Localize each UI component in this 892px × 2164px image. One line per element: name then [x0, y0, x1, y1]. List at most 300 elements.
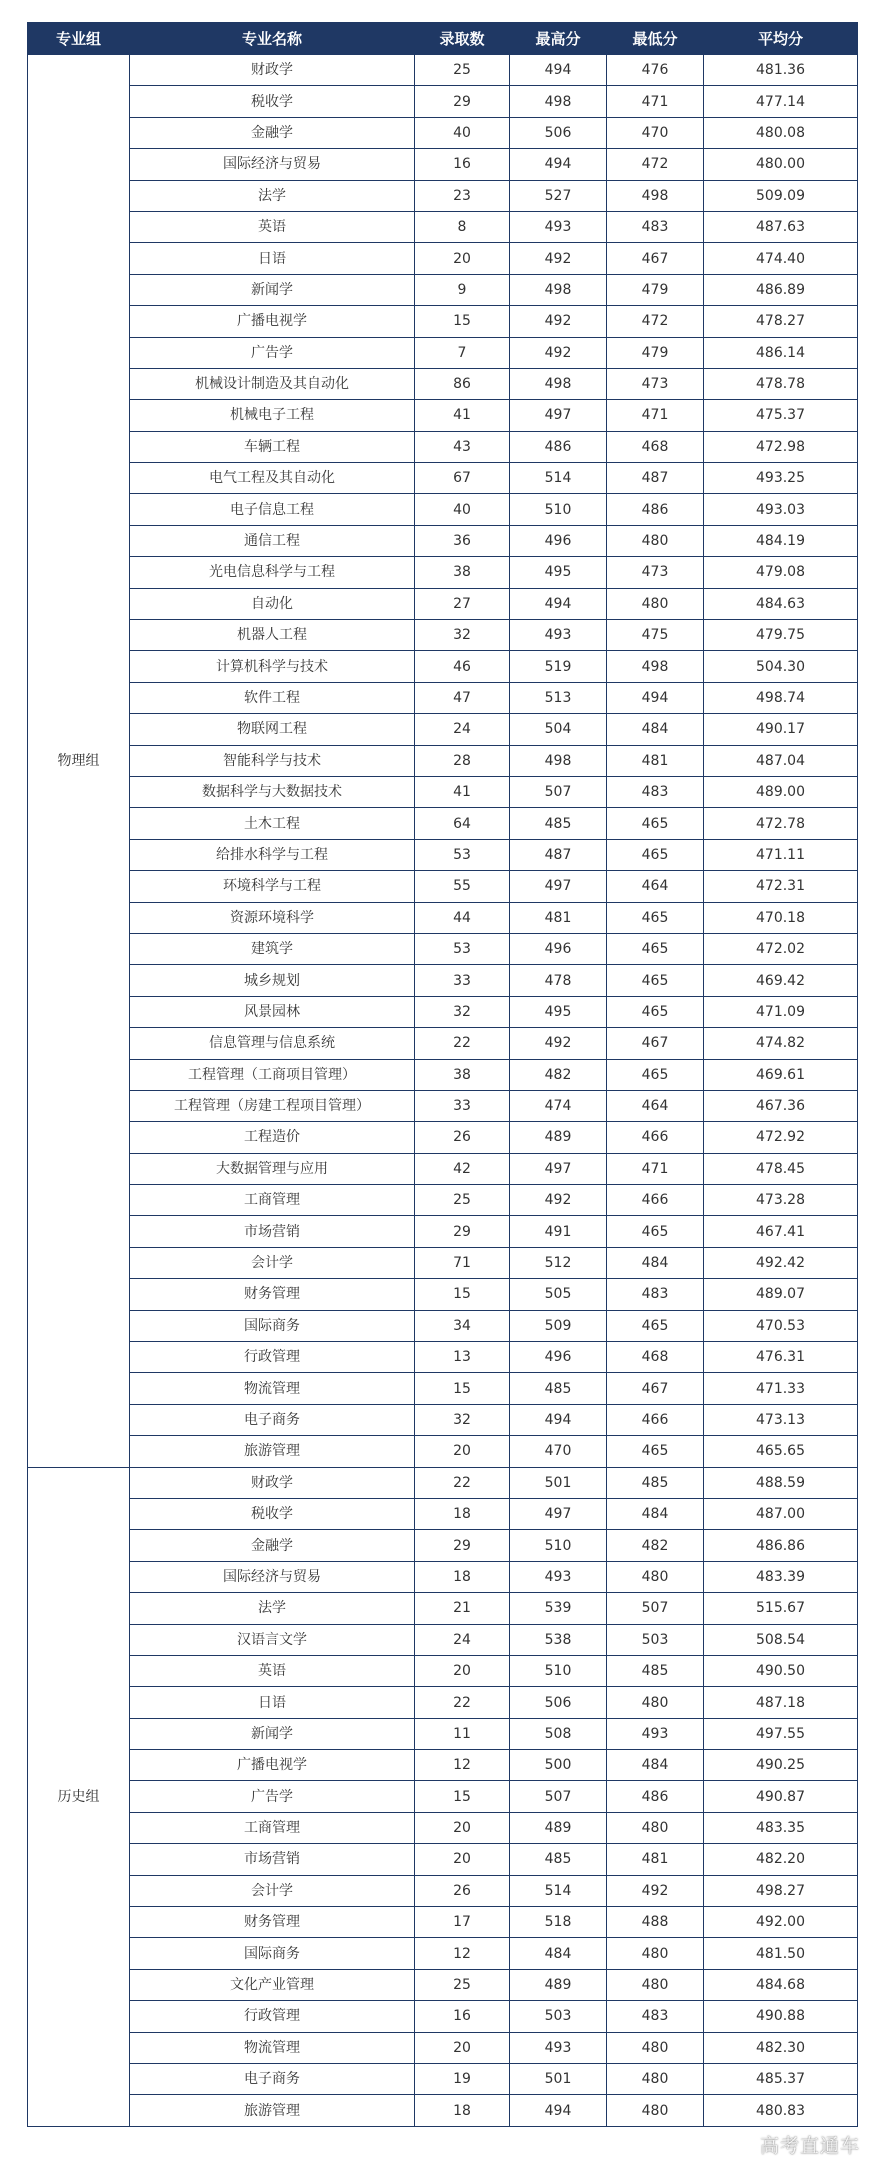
avg-score-cell: 498.74 — [704, 682, 858, 713]
major-name-cell: 工商管理 — [130, 1812, 415, 1843]
avg-score-cell: 504.30 — [704, 651, 858, 682]
min-score-cell: 473 — [607, 557, 704, 588]
admitted-count-cell: 36 — [415, 525, 510, 556]
table-row — [28, 1028, 858, 1059]
admitted-count-cell: 8 — [415, 211, 510, 242]
avg-score-cell: 465.65 — [704, 1436, 858, 1467]
major-name-cell: 会计学 — [130, 1875, 415, 1906]
major-name-cell: 财政学 — [130, 55, 415, 86]
admitted-count-cell: 27 — [415, 588, 510, 619]
admitted-count-cell: 19 — [415, 2064, 510, 2095]
min-score-cell: 470 — [607, 117, 704, 148]
admitted-count-cell: 22 — [415, 1687, 510, 1718]
table-row — [28, 2032, 858, 2063]
table-row — [28, 714, 858, 745]
table-row — [28, 525, 858, 556]
major-name-cell: 法学 — [130, 180, 415, 211]
admitted-count-cell: 32 — [415, 620, 510, 651]
max-score-cell: 485 — [510, 808, 607, 839]
avg-score-cell: 477.14 — [704, 86, 858, 117]
admitted-count-cell: 40 — [415, 117, 510, 148]
max-score-cell: 470 — [510, 1436, 607, 1467]
min-score-cell: 465 — [607, 808, 704, 839]
avg-score-cell: 471.11 — [704, 839, 858, 870]
avg-score-cell: 480.00 — [704, 149, 858, 180]
max-score-cell: 498 — [510, 274, 607, 305]
max-score-cell: 503 — [510, 2001, 607, 2032]
max-score-cell: 487 — [510, 839, 607, 870]
min-score-cell: 483 — [607, 1279, 704, 1310]
table-row — [28, 337, 858, 368]
table-row — [28, 86, 858, 117]
min-score-cell: 473 — [607, 368, 704, 399]
max-score-cell: 512 — [510, 1247, 607, 1278]
max-score-cell: 519 — [510, 651, 607, 682]
admitted-count-cell: 86 — [415, 368, 510, 399]
table-row — [28, 2001, 858, 2032]
major-name-cell: 资源环境科学 — [130, 902, 415, 933]
major-name-cell: 电子信息工程 — [130, 494, 415, 525]
major-name-cell: 工商管理 — [130, 1185, 415, 1216]
avg-score-cell: 469.61 — [704, 1059, 858, 1090]
major-name-cell: 机械设计制造及其自动化 — [130, 368, 415, 399]
admitted-count-cell: 26 — [415, 1875, 510, 1906]
watermark: 高考直通车 — [759, 2135, 860, 2157]
table-row — [28, 620, 858, 651]
admitted-count-cell: 32 — [415, 1404, 510, 1435]
major-name-cell: 机械电子工程 — [130, 400, 415, 431]
table-row — [28, 808, 858, 839]
table-row — [28, 494, 858, 525]
header-group: 专业组 — [28, 23, 130, 55]
max-score-cell: 507 — [510, 776, 607, 807]
max-score-cell: 497 — [510, 1498, 607, 1529]
admitted-count-cell: 43 — [415, 431, 510, 462]
avg-score-cell: 488.59 — [704, 1467, 858, 1498]
min-score-cell: 465 — [607, 1059, 704, 1090]
major-name-cell: 广播电视学 — [130, 306, 415, 337]
admitted-count-cell: 28 — [415, 745, 510, 776]
table-row — [28, 431, 858, 462]
table-row — [28, 1750, 858, 1781]
avg-score-cell: 498.27 — [704, 1875, 858, 1906]
table-row — [28, 965, 858, 996]
major-name-cell: 金融学 — [130, 117, 415, 148]
avg-score-cell: 483.39 — [704, 1561, 858, 1592]
avg-score-cell: 474.82 — [704, 1028, 858, 1059]
max-score-cell: 500 — [510, 1750, 607, 1781]
admitted-count-cell: 13 — [415, 1342, 510, 1373]
avg-score-cell: 482.20 — [704, 1844, 858, 1875]
admission-score-table — [27, 22, 858, 2127]
max-score-cell: 497 — [510, 871, 607, 902]
avg-score-cell: 508.54 — [704, 1624, 858, 1655]
max-score-cell: 478 — [510, 965, 607, 996]
admitted-count-cell: 26 — [415, 1122, 510, 1153]
table-row — [28, 368, 858, 399]
avg-score-cell: 489.07 — [704, 1279, 858, 1310]
avg-score-cell: 479.08 — [704, 557, 858, 588]
min-score-cell: 465 — [607, 996, 704, 1027]
major-name-cell: 国际商务 — [130, 1310, 415, 1341]
major-name-cell: 风景园林 — [130, 996, 415, 1027]
admitted-count-cell: 18 — [415, 1498, 510, 1529]
admitted-count-cell: 20 — [415, 1812, 510, 1843]
max-score-cell: 507 — [510, 1781, 607, 1812]
major-name-cell: 广播电视学 — [130, 1750, 415, 1781]
table-row — [28, 871, 858, 902]
min-score-cell: 467 — [607, 1373, 704, 1404]
admitted-count-cell: 9 — [415, 274, 510, 305]
min-score-cell: 486 — [607, 1781, 704, 1812]
admitted-count-cell: 29 — [415, 1216, 510, 1247]
major-name-cell: 新闻学 — [130, 274, 415, 305]
major-name-cell: 城乡规划 — [130, 965, 415, 996]
min-score-cell: 493 — [607, 1718, 704, 1749]
major-name-cell: 行政管理 — [130, 2001, 415, 2032]
major-name-cell: 通信工程 — [130, 525, 415, 556]
table-row — [28, 1310, 858, 1341]
max-score-cell: 474 — [510, 1090, 607, 1121]
max-score-cell: 493 — [510, 620, 607, 651]
max-score-cell: 489 — [510, 1122, 607, 1153]
min-score-cell: 479 — [607, 337, 704, 368]
table-row — [28, 1247, 858, 1278]
major-name-cell: 金融学 — [130, 1530, 415, 1561]
major-name-cell: 智能科学与技术 — [130, 745, 415, 776]
max-score-cell: 496 — [510, 933, 607, 964]
max-score-cell: 498 — [510, 86, 607, 117]
avg-score-cell: 481.50 — [704, 1938, 858, 1969]
table-row — [28, 243, 858, 274]
max-score-cell: 494 — [510, 2095, 607, 2126]
min-score-cell: 467 — [607, 243, 704, 274]
max-score-cell: 527 — [510, 180, 607, 211]
table-row — [28, 1498, 858, 1529]
avg-score-cell: 469.42 — [704, 965, 858, 996]
major-name-cell: 环境科学与工程 — [130, 871, 415, 902]
major-name-cell: 自动化 — [130, 588, 415, 619]
min-score-cell: 466 — [607, 1122, 704, 1153]
header-max-score: 最高分 — [510, 23, 607, 55]
max-score-cell: 496 — [510, 1342, 607, 1373]
table-row — [28, 1436, 858, 1467]
avg-score-cell: 472.78 — [704, 808, 858, 839]
min-score-cell: 484 — [607, 1247, 704, 1278]
table-row — [28, 274, 858, 305]
admitted-count-cell: 23 — [415, 180, 510, 211]
min-score-cell: 481 — [607, 1844, 704, 1875]
max-score-cell: 508 — [510, 1718, 607, 1749]
admitted-count-cell: 16 — [415, 149, 510, 180]
max-score-cell: 489 — [510, 1812, 607, 1843]
admitted-count-cell: 41 — [415, 400, 510, 431]
avg-score-cell: 478.45 — [704, 1153, 858, 1184]
max-score-cell: 485 — [510, 1373, 607, 1404]
table-row — [28, 1969, 858, 2000]
avg-score-cell: 509.09 — [704, 180, 858, 211]
avg-score-cell: 481.36 — [704, 55, 858, 86]
table-row — [28, 1907, 858, 1938]
table-row — [28, 1153, 858, 1184]
major-name-cell: 电子商务 — [130, 1404, 415, 1435]
major-name-cell: 旅游管理 — [130, 1436, 415, 1467]
major-name-cell: 电子商务 — [130, 2064, 415, 2095]
major-name-cell: 会计学 — [130, 1247, 415, 1278]
major-name-cell: 法学 — [130, 1593, 415, 1624]
max-score-cell: 514 — [510, 463, 607, 494]
min-score-cell: 480 — [607, 2095, 704, 2126]
avg-score-cell: 482.30 — [704, 2032, 858, 2063]
max-score-cell: 506 — [510, 1687, 607, 1718]
min-score-cell: 492 — [607, 1875, 704, 1906]
table-row — [28, 1812, 858, 1843]
major-name-cell: 广告学 — [130, 1781, 415, 1812]
max-score-cell: 495 — [510, 557, 607, 588]
admitted-count-cell: 32 — [415, 996, 510, 1027]
major-name-cell: 财政学 — [130, 1467, 415, 1498]
avg-score-cell: 473.13 — [704, 1404, 858, 1435]
min-score-cell: 484 — [607, 714, 704, 745]
min-score-cell: 482 — [607, 1530, 704, 1561]
min-score-cell: 480 — [607, 1561, 704, 1592]
major-name-cell: 税收学 — [130, 1498, 415, 1529]
admitted-count-cell: 15 — [415, 1781, 510, 1812]
avg-score-cell: 492.42 — [704, 1247, 858, 1278]
min-score-cell: 486 — [607, 494, 704, 525]
admitted-count-cell: 17 — [415, 1907, 510, 1938]
major-name-cell: 软件工程 — [130, 682, 415, 713]
avg-score-cell: 493.03 — [704, 494, 858, 525]
max-score-cell: 486 — [510, 431, 607, 462]
table-row — [28, 588, 858, 619]
major-name-cell: 日语 — [130, 243, 415, 274]
table-row — [28, 745, 858, 776]
max-score-cell: 489 — [510, 1969, 607, 2000]
min-score-cell: 465 — [607, 902, 704, 933]
min-score-cell: 465 — [607, 933, 704, 964]
min-score-cell: 465 — [607, 965, 704, 996]
admitted-count-cell: 20 — [415, 2032, 510, 2063]
avg-score-cell: 478.78 — [704, 368, 858, 399]
major-name-cell: 英语 — [130, 1655, 415, 1686]
major-name-cell: 国际商务 — [130, 1938, 415, 1969]
min-score-cell: 465 — [607, 1216, 704, 1247]
avg-score-cell: 470.53 — [704, 1310, 858, 1341]
max-score-cell: 484 — [510, 1938, 607, 1969]
admitted-count-cell: 15 — [415, 1373, 510, 1404]
avg-score-cell: 478.27 — [704, 306, 858, 337]
max-score-cell: 505 — [510, 1279, 607, 1310]
max-score-cell: 493 — [510, 1561, 607, 1592]
admitted-count-cell: 21 — [415, 1593, 510, 1624]
min-score-cell: 494 — [607, 682, 704, 713]
table-row — [28, 1530, 858, 1561]
avg-score-cell: 471.09 — [704, 996, 858, 1027]
min-score-cell: 466 — [607, 1404, 704, 1435]
table-row — [28, 1687, 858, 1718]
max-score-cell: 493 — [510, 211, 607, 242]
table-row — [28, 211, 858, 242]
table-row — [28, 1718, 858, 1749]
admitted-count-cell: 44 — [415, 902, 510, 933]
max-score-cell: 501 — [510, 2064, 607, 2095]
table-row — [28, 651, 858, 682]
admitted-count-cell: 38 — [415, 1059, 510, 1090]
min-score-cell: 483 — [607, 2001, 704, 2032]
min-score-cell: 475 — [607, 620, 704, 651]
major-name-cell: 文化产业管理 — [130, 1969, 415, 2000]
table-row — [28, 1185, 858, 1216]
max-score-cell: 510 — [510, 1530, 607, 1561]
major-name-cell: 建筑学 — [130, 933, 415, 964]
min-score-cell: 480 — [607, 1687, 704, 1718]
max-score-cell: 514 — [510, 1875, 607, 1906]
header-row — [28, 23, 858, 55]
avg-score-cell: 486.14 — [704, 337, 858, 368]
max-score-cell: 494 — [510, 1404, 607, 1435]
major-name-cell: 财务管理 — [130, 1279, 415, 1310]
avg-score-cell: 487.00 — [704, 1498, 858, 1529]
admitted-count-cell: 12 — [415, 1750, 510, 1781]
avg-score-cell: 472.31 — [704, 871, 858, 902]
table-row — [28, 1279, 858, 1310]
admitted-count-cell: 71 — [415, 1247, 510, 1278]
major-name-cell: 数据科学与大数据技术 — [130, 776, 415, 807]
admitted-count-cell: 29 — [415, 1530, 510, 1561]
major-name-cell: 工程管理（房建工程项目管理） — [130, 1090, 415, 1121]
table-row — [28, 149, 858, 180]
table-row — [28, 463, 858, 494]
admitted-count-cell: 42 — [415, 1153, 510, 1184]
table-row — [28, 1624, 858, 1655]
major-name-cell: 物联网工程 — [130, 714, 415, 745]
admitted-count-cell: 18 — [415, 1561, 510, 1592]
table-row — [28, 117, 858, 148]
table-row — [28, 1216, 858, 1247]
max-score-cell: 494 — [510, 55, 607, 86]
max-score-cell: 504 — [510, 714, 607, 745]
min-score-cell: 480 — [607, 588, 704, 619]
min-score-cell: 471 — [607, 1153, 704, 1184]
admitted-count-cell: 22 — [415, 1028, 510, 1059]
max-score-cell: 513 — [510, 682, 607, 713]
min-score-cell: 485 — [607, 1655, 704, 1686]
major-name-cell: 光电信息科学与工程 — [130, 557, 415, 588]
min-score-cell: 472 — [607, 306, 704, 337]
admitted-count-cell: 20 — [415, 1436, 510, 1467]
major-name-cell: 新闻学 — [130, 1718, 415, 1749]
table-body — [28, 55, 858, 2127]
avg-score-cell: 484.63 — [704, 588, 858, 619]
max-score-cell: 492 — [510, 1185, 607, 1216]
admitted-count-cell: 20 — [415, 243, 510, 274]
admitted-count-cell: 41 — [415, 776, 510, 807]
table-row — [28, 682, 858, 713]
avg-score-cell: 472.92 — [704, 1122, 858, 1153]
min-score-cell: 479 — [607, 274, 704, 305]
max-score-cell: 492 — [510, 337, 607, 368]
min-score-cell: 472 — [607, 149, 704, 180]
table-row — [28, 306, 858, 337]
admitted-count-cell: 53 — [415, 933, 510, 964]
avg-score-cell: 480.08 — [704, 117, 858, 148]
major-name-cell: 车辆工程 — [130, 431, 415, 462]
min-score-cell: 465 — [607, 839, 704, 870]
table-row — [28, 1655, 858, 1686]
min-score-cell: 483 — [607, 776, 704, 807]
avg-score-cell: 472.98 — [704, 431, 858, 462]
avg-score-cell: 490.50 — [704, 1655, 858, 1686]
avg-score-cell: 490.25 — [704, 1750, 858, 1781]
admitted-count-cell: 47 — [415, 682, 510, 713]
major-name-cell: 税收学 — [130, 86, 415, 117]
min-score-cell: 466 — [607, 1185, 704, 1216]
min-score-cell: 480 — [607, 2032, 704, 2063]
major-name-cell: 旅游管理 — [130, 2095, 415, 2126]
avg-score-cell: 470.18 — [704, 902, 858, 933]
major-name-cell: 财务管理 — [130, 1907, 415, 1938]
avg-score-cell: 475.37 — [704, 400, 858, 431]
header-min-score: 最低分 — [607, 23, 704, 55]
max-score-cell: 481 — [510, 902, 607, 933]
admitted-count-cell: 15 — [415, 1279, 510, 1310]
table-row — [28, 776, 858, 807]
avg-score-cell: 486.89 — [704, 274, 858, 305]
avg-score-cell: 490.88 — [704, 2001, 858, 2032]
major-name-cell: 日语 — [130, 1687, 415, 1718]
table-row — [28, 2064, 858, 2095]
major-name-cell: 国际经济与贸易 — [130, 149, 415, 180]
major-name-cell: 信息管理与信息系统 — [130, 1028, 415, 1059]
avg-score-cell: 492.00 — [704, 1907, 858, 1938]
header-major: 专业名称 — [130, 23, 415, 55]
min-score-cell: 503 — [607, 1624, 704, 1655]
avg-score-cell: 487.18 — [704, 1687, 858, 1718]
table-row — [28, 839, 858, 870]
table-row — [28, 1404, 858, 1435]
min-score-cell: 480 — [607, 1969, 704, 2000]
min-score-cell: 488 — [607, 1907, 704, 1938]
avg-score-cell: 487.04 — [704, 745, 858, 776]
min-score-cell: 468 — [607, 431, 704, 462]
major-name-cell: 给排水科学与工程 — [130, 839, 415, 870]
max-score-cell: 482 — [510, 1059, 607, 1090]
admitted-count-cell: 46 — [415, 651, 510, 682]
admitted-count-cell: 24 — [415, 1624, 510, 1655]
avg-score-cell: 480.83 — [704, 2095, 858, 2126]
max-score-cell: 510 — [510, 494, 607, 525]
admitted-count-cell: 20 — [415, 1655, 510, 1686]
major-name-cell: 物流管理 — [130, 2032, 415, 2063]
avg-score-cell: 484.19 — [704, 525, 858, 556]
table-row — [28, 1938, 858, 1969]
max-score-cell: 492 — [510, 243, 607, 274]
admitted-count-cell: 22 — [415, 1467, 510, 1498]
max-score-cell: 497 — [510, 400, 607, 431]
table-row — [28, 1059, 858, 1090]
min-score-cell: 485 — [607, 1467, 704, 1498]
admitted-count-cell: 67 — [415, 463, 510, 494]
max-score-cell: 494 — [510, 149, 607, 180]
min-score-cell: 481 — [607, 745, 704, 776]
max-score-cell: 491 — [510, 1216, 607, 1247]
table-header — [28, 23, 858, 55]
max-score-cell: 539 — [510, 1593, 607, 1624]
max-score-cell: 501 — [510, 1467, 607, 1498]
max-score-cell: 518 — [510, 1907, 607, 1938]
min-score-cell: 498 — [607, 180, 704, 211]
